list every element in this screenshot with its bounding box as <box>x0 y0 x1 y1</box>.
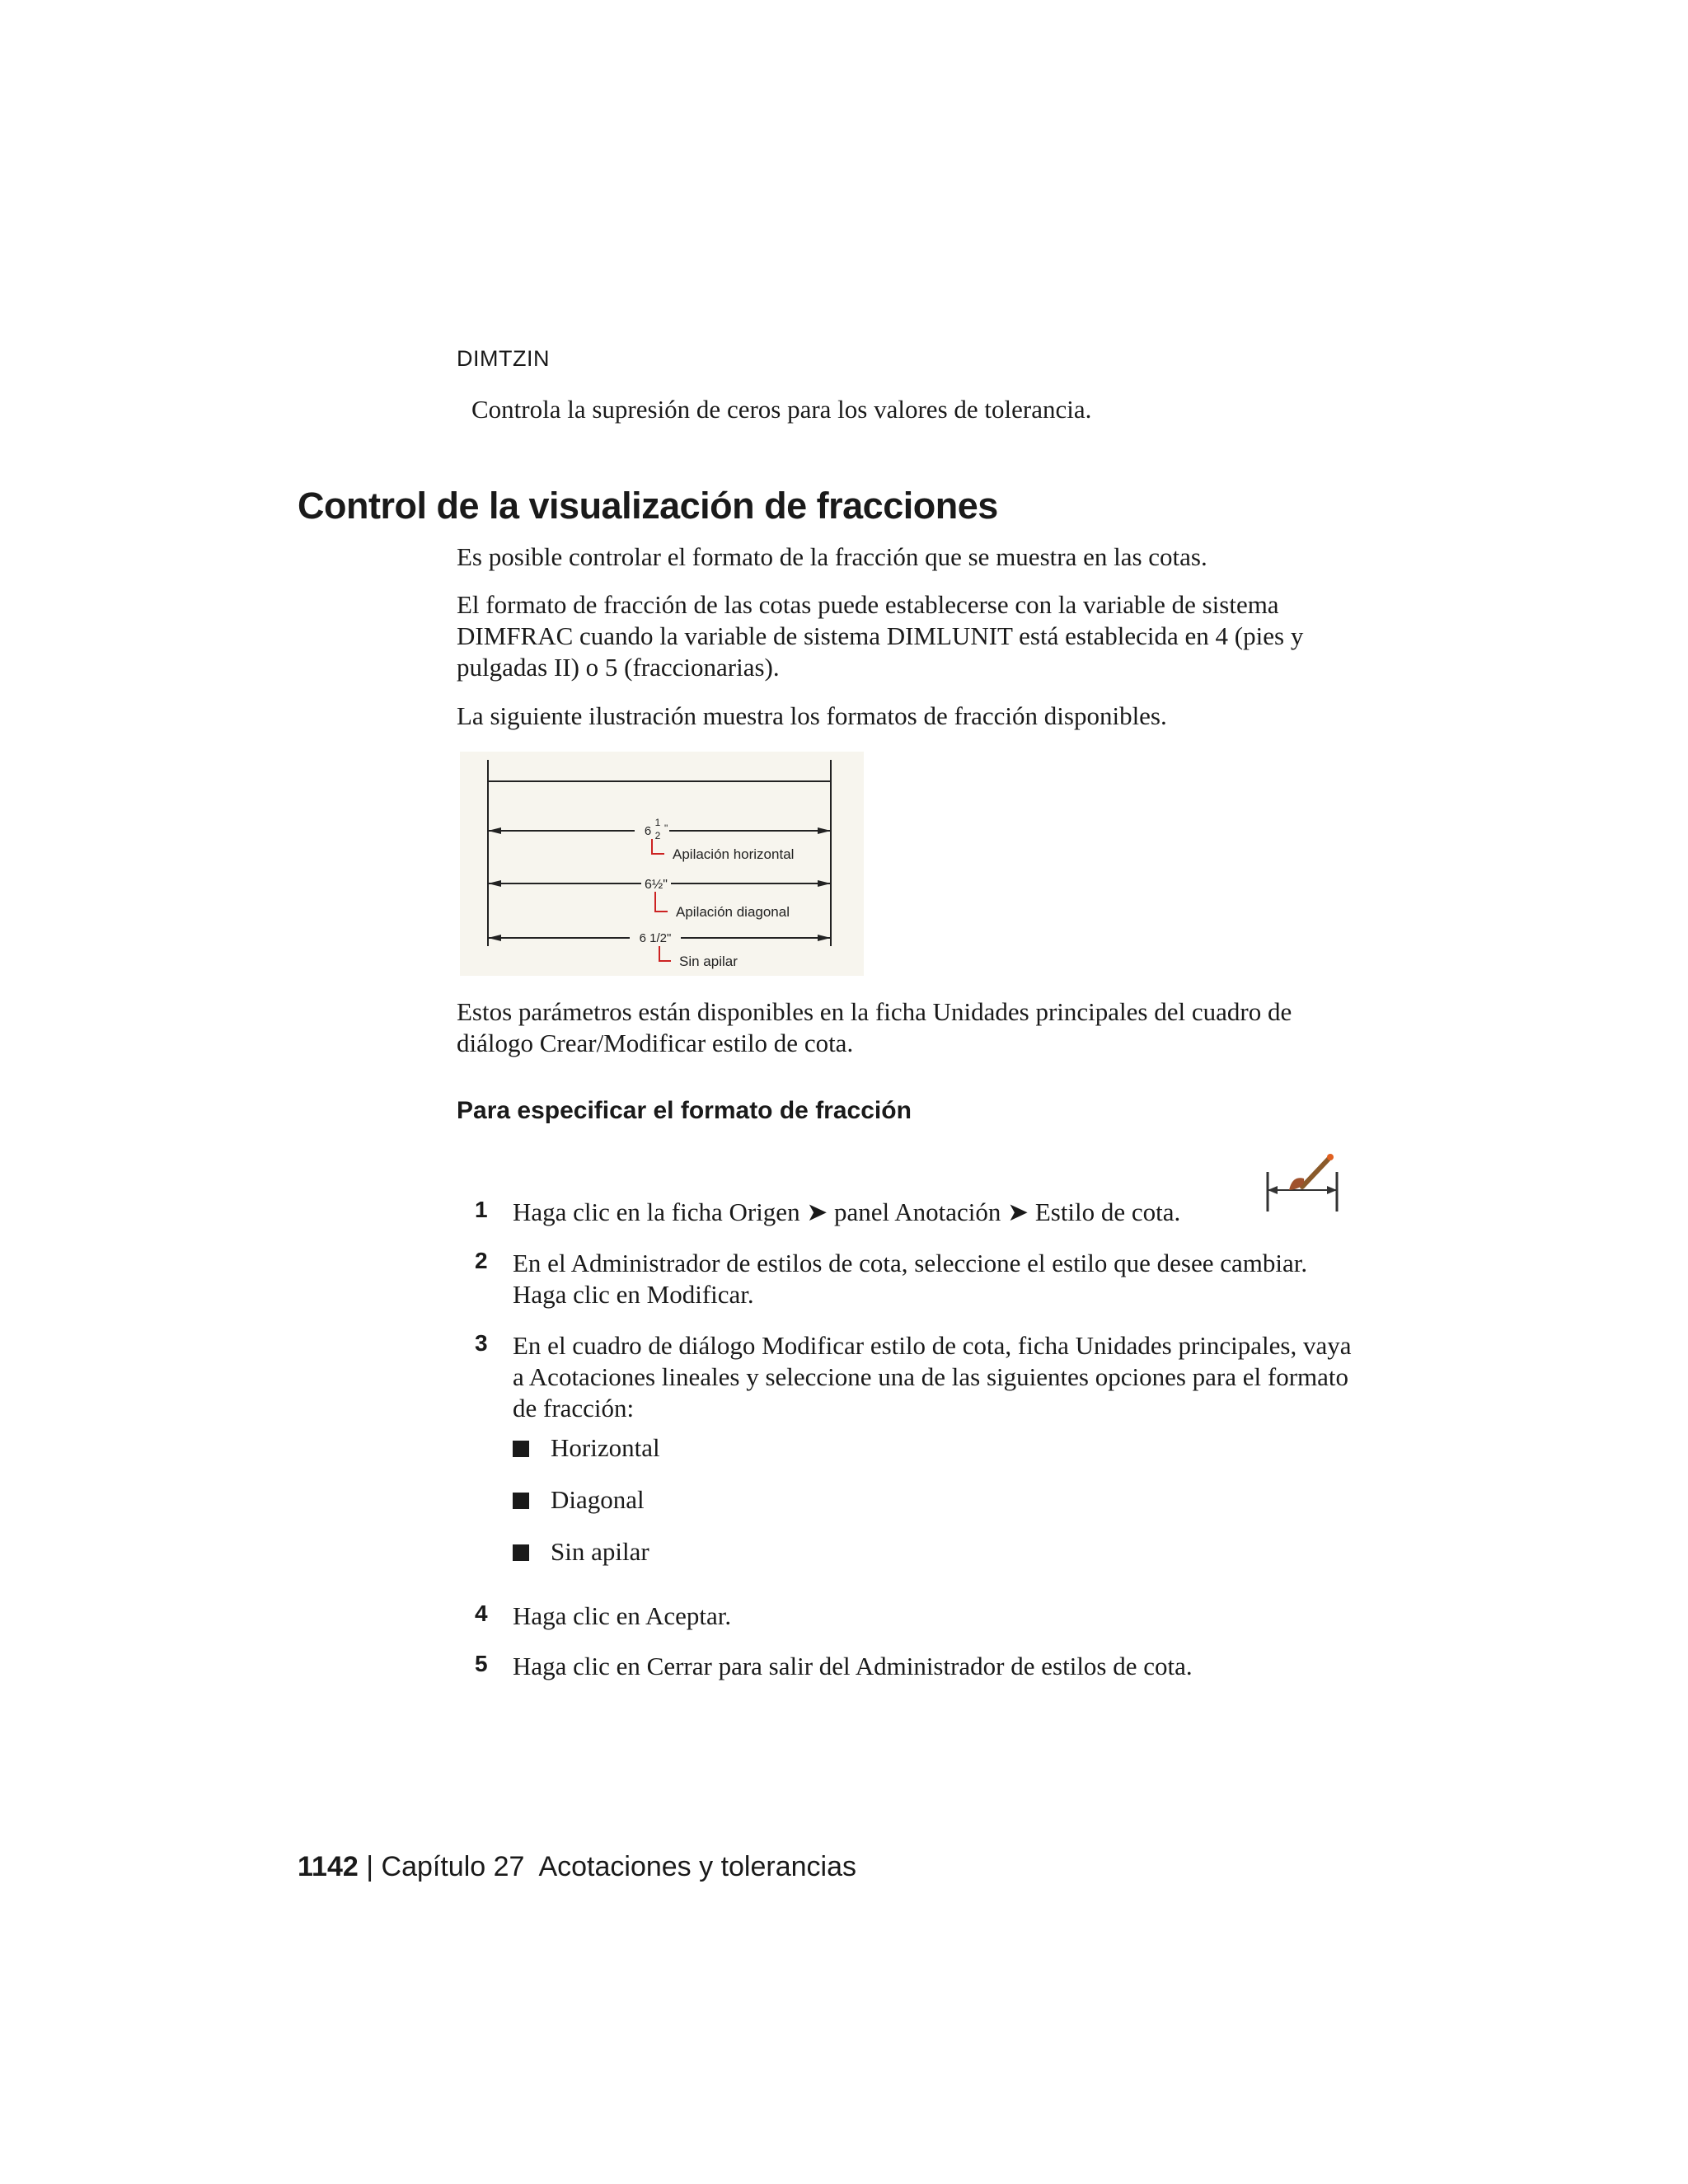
leader-diagonal <box>655 892 668 912</box>
variable-name: DIMTZIN <box>457 346 550 371</box>
arrowhead <box>488 827 501 834</box>
step-number-4: 4 <box>475 1601 488 1626</box>
leader-unstacked <box>659 946 671 961</box>
option-unstacked: Sin apilar <box>551 1537 649 1566</box>
step-text-5: Haga clic en Cerrar para salir del Administrador de estilos de cota. <box>513 1652 1193 1680</box>
step-number-2: 2 <box>475 1248 488 1273</box>
procedure-heading: Para especificar el formato de fracción <box>457 1097 912 1124</box>
page-number: 1142 <box>298 1851 359 1882</box>
step-number-3: 3 <box>475 1330 488 1356</box>
label-unstacked: Sin apilar <box>679 954 738 969</box>
fraction-format-figure <box>460 752 864 976</box>
unstacked-text: 6 1/2" <box>639 931 672 945</box>
step-number-5: 5 <box>475 1651 488 1676</box>
paragraph-intro: Es posible controlar el formato de la fracción que se muestra en las cotas. <box>457 542 1207 571</box>
chapter-label: Capítulo 27 <box>381 1851 525 1882</box>
step-text-3: En el cuadro de diálogo Modificar estilo de cota, ficha Unidades principales, vaya a Acotaciones lineales y seleccione una de las siguientes opciones para el formato de fracción: <box>513 1331 1352 1422</box>
bullet-icon <box>513 1544 529 1561</box>
step-text-4: Haga clic en Aceptar. <box>513 1601 732 1630</box>
stack-h-unit: " <box>664 823 668 834</box>
stack-h-numerator: 1 <box>654 817 661 828</box>
stack-h-whole: 6 <box>644 824 652 838</box>
stack-d-text: 6½" <box>645 878 668 892</box>
chapter-title: Acotaciones y tolerancias <box>538 1851 856 1882</box>
arrowhead <box>818 827 831 834</box>
section-title: Control de la visualización de fracciones <box>298 485 998 527</box>
paragraph-dimfrac: El formato de fracción de las cotas puede establecerse con la variable de sistema DIMFRAC cuando la variable de sistema DIMLUNIT está establecida en 4 (pies y pulgadas II) o 5 (fraccionarias). <box>457 590 1304 682</box>
option-diagonal: Diagonal <box>551 1485 645 1514</box>
bullet-icon <box>513 1493 529 1509</box>
page-footer <box>298 1850 856 1883</box>
footer-separator: | <box>366 1851 374 1882</box>
stack-h-denominator: 2 <box>654 830 661 841</box>
option-horizontal: Horizontal <box>551 1433 660 1462</box>
fraction-format-diagram <box>460 752 864 976</box>
step-text-1: Haga clic en la ficha Origen ➤ panel Anotación ➤ Estilo de cota. <box>513 1197 1181 1226</box>
variable-description: Controla la supresión de ceros para los valores de tolerancia. <box>471 395 1092 424</box>
label-diagonal: Apilación diagonal <box>676 904 790 920</box>
paragraph-after-figure: Estos parámetros están disponibles en la ficha Unidades principales del cuadro de diálogo Crear/Modificar estilo de cota. <box>457 997 1292 1057</box>
step-number-1: 1 <box>475 1197 488 1222</box>
step-text-2: En el Administrador de estilos de cota, seleccione el estilo que desee cambiar. Haga clic en Modificar. <box>513 1249 1308 1309</box>
paragraph-illustration-intro: La siguiente ilustración muestra los formatos de fracción disponibles. <box>457 701 1167 730</box>
bullet-icon <box>513 1441 529 1457</box>
label-horizontal: Apilación horizontal <box>673 846 795 862</box>
